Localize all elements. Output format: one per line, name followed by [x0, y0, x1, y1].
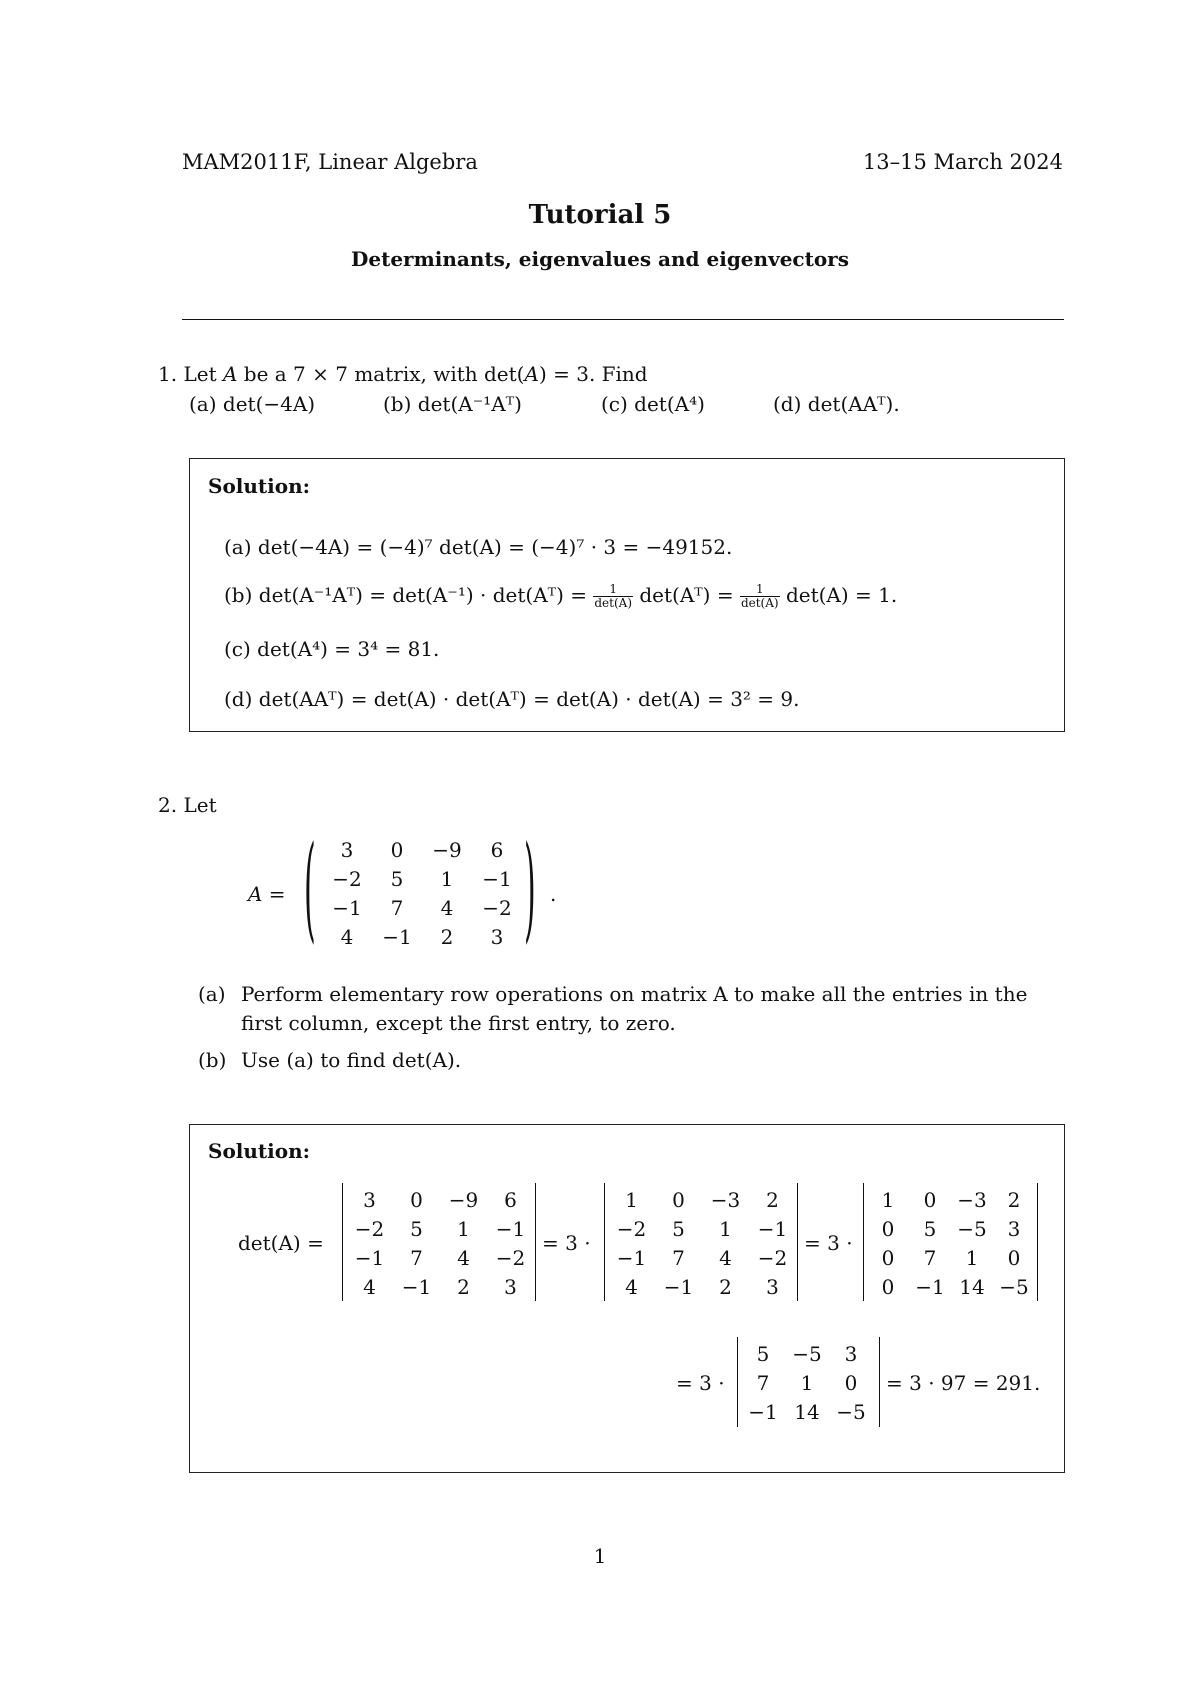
matrix-lhs: A = [248, 882, 286, 906]
matrix-entry: −2 [482, 895, 512, 920]
matrix-entry: 3 [1007, 1216, 1021, 1241]
matrix-row [346, 1243, 534, 1272]
matrix-row [608, 1214, 796, 1243]
matrix-entry: 1 [625, 1187, 638, 1212]
matrix-entry: −1 [663, 1274, 694, 1299]
equals-3-dot: = 3 · [804, 1231, 853, 1255]
matrix-entry: 5 [923, 1216, 937, 1241]
matrix-entry: 4 [457, 1245, 470, 1270]
matrix-entry: 4 [625, 1274, 638, 1299]
matrix-row [322, 893, 522, 922]
matrix-entry: −5 [957, 1216, 987, 1241]
matrix-entry: −1 [382, 924, 412, 949]
matrix-entry: −1 [482, 866, 512, 891]
page-number: 1 [593, 1544, 607, 1568]
matrix-row [867, 1214, 1035, 1243]
equals-3-dot: = 3 · [676, 1371, 725, 1395]
left-paren: ( [304, 824, 316, 958]
det-bar-left [604, 1183, 605, 1301]
det-matrix-2 [608, 1185, 796, 1301]
det-bar-right [879, 1337, 880, 1427]
matrix-entry: −1 [495, 1216, 526, 1241]
solution-heading: Solution: [208, 1139, 311, 1163]
matrix-row [322, 864, 522, 893]
det-bar-left [342, 1183, 343, 1301]
matrix-entry: 1 [719, 1216, 732, 1241]
matrix-row [322, 922, 522, 951]
matrix-table [741, 1339, 873, 1426]
matrix-entry: 0 [672, 1187, 685, 1212]
solution-1-line-d: (d) det(AAᵀ) = det(A) · det(Aᵀ) = det(A) · det(A) = 3² = 9. [224, 687, 800, 711]
matrix-row [867, 1185, 1035, 1214]
matrix-row [608, 1243, 796, 1272]
matrix-entry: 7 [390, 895, 404, 920]
matrix-entry: 1 [965, 1245, 979, 1270]
matrix-A [322, 835, 522, 951]
matrix-entry: 0 [881, 1245, 895, 1270]
q2-part-b: Use (a) to find det(A). [241, 1048, 462, 1072]
q1-part-d: (d) det(AAᵀ). [773, 392, 900, 416]
q2-part-a-line1: Perform elementary row operations on matrix A to make all the entries in the [241, 982, 1028, 1006]
question-number: 2. [158, 793, 178, 817]
matrix-entry: −2 [354, 1216, 385, 1241]
matrix-table [867, 1185, 1035, 1301]
matrix-row [741, 1397, 873, 1426]
matrix-entry: 0 [881, 1216, 895, 1241]
det-bar-right [797, 1183, 798, 1301]
matrix-entry: 6 [490, 837, 504, 862]
matrix-entry: 5 [672, 1216, 685, 1241]
right-paren: ) [524, 824, 536, 958]
solution-1-line-b: (b) det(A⁻¹Aᵀ) = det(A⁻¹) · det(Aᵀ) = $\frac{1}{\det(A)}$ det(Aᵀ) = $\frac{1}{\det(A)}$ det(A) = 1. [224, 582, 898, 611]
matrix-entry: 3 [363, 1187, 376, 1212]
matrix-table [608, 1185, 796, 1301]
matrix-entry: 0 [881, 1274, 895, 1299]
matrix-entry: −3 [710, 1187, 741, 1212]
matrix-entry: 0 [1007, 1245, 1021, 1270]
page-subtitle: Determinants, eigenvalues and eigenvectors [351, 247, 849, 271]
q1-part-a: (a) det(−4A) [189, 392, 316, 416]
q2-part-a-label: (a) [198, 982, 226, 1006]
solution-heading: Solution: [208, 474, 311, 498]
matrix-entry: 7 [672, 1245, 685, 1270]
course-title: MAM2011F, Linear Algebra [182, 150, 478, 174]
matrix-entry: −5 [999, 1274, 1029, 1299]
matrix-entry: 2 [457, 1274, 470, 1299]
matrix-row [346, 1214, 534, 1243]
matrix-entry: −1 [915, 1274, 945, 1299]
matrix-row [741, 1368, 873, 1397]
matrix-entry: 2 [719, 1274, 732, 1299]
matrix-entry: 14 [959, 1274, 985, 1299]
matrix-entry: 4 [440, 895, 454, 920]
fraction: $\frac{1}{\det(A)}$ [740, 582, 779, 611]
equals-3-dot: = 3 · [542, 1231, 591, 1255]
matrix-entry: −2 [495, 1245, 526, 1270]
matrix-entry: 6 [504, 1187, 517, 1212]
det-bar-right [535, 1183, 536, 1301]
matrix-entry: −3 [957, 1187, 987, 1212]
det-result: = 3 · 97 = 291. [886, 1371, 1041, 1395]
matrix-entry: 7 [410, 1245, 423, 1270]
matrix-entry: 3 [504, 1274, 517, 1299]
matrix-entry: 1 [440, 866, 454, 891]
matrix-entry: 0 [390, 837, 404, 862]
matrix-entry: 1 [881, 1187, 895, 1212]
solution-1-line-a: (a) det(−4A) = (−4)⁷ det(A) = (−4)⁷ · 3 = −49152. [224, 535, 733, 559]
det-matrix-4 [741, 1339, 873, 1426]
matrix-entry: −1 [332, 895, 362, 920]
matrix-entry: 4 [363, 1274, 376, 1299]
matrix-entry: 2 [766, 1187, 779, 1212]
matrix-entry: 4 [719, 1245, 732, 1270]
q1-part-b: (b) det(A⁻¹Aᵀ) [383, 392, 522, 416]
matrix-entry: 2 [1007, 1187, 1021, 1212]
matrix-entry: 0 [923, 1187, 937, 1212]
matrix-table [346, 1185, 534, 1301]
matrix-table [322, 835, 522, 951]
matrix-entry: 0 [844, 1370, 858, 1395]
matrix-entry: −2 [332, 866, 362, 891]
matrix-entry: 2 [440, 924, 454, 949]
matrix-row [346, 1272, 534, 1301]
fraction: $\frac{1}{\det(A)}$ [594, 582, 632, 611]
solution-2-box [189, 1124, 1065, 1473]
header-divider [182, 319, 1064, 320]
tutorial-date: 13–15 March 2024 [862, 150, 1063, 174]
page-title: Tutorial 5 [528, 200, 672, 230]
matrix-entry: 1 [800, 1370, 814, 1395]
question-number: 1. [158, 362, 178, 386]
det-bar-left [863, 1183, 864, 1301]
solution-1-line-c: (c) det(A⁴) = 3⁴ = 81. [224, 637, 440, 661]
matrix-entry: 5 [756, 1341, 770, 1366]
question-prompt: Let A be a 7 × 7 matrix, with det(A) = 3. Find [183, 362, 648, 386]
matrix-entry: 7 [756, 1370, 770, 1395]
matrix-entry: 3 [340, 837, 354, 862]
matrix-entry: −1 [748, 1399, 778, 1424]
matrix-entry: 14 [794, 1399, 820, 1424]
matrix-entry: 5 [410, 1216, 423, 1241]
q2-part-b-label: (b) [198, 1048, 227, 1072]
det-matrix-3 [867, 1185, 1035, 1301]
question-1 [158, 362, 648, 386]
question-2 [158, 793, 217, 817]
matrix-row [346, 1185, 534, 1214]
matrix-entry: −5 [836, 1399, 866, 1424]
matrix-entry: 3 [490, 924, 504, 949]
question-prompt: Let [183, 793, 217, 817]
matrix-entry: −1 [354, 1245, 385, 1270]
matrix-entry: 3 [844, 1341, 858, 1366]
det-lhs: det(A) = [238, 1231, 324, 1255]
matrix-entry: 4 [340, 924, 354, 949]
matrix-row [608, 1272, 796, 1301]
matrix-period: . [550, 882, 557, 906]
matrix-row [741, 1339, 873, 1368]
matrix-row [608, 1185, 796, 1214]
det-bar-left [737, 1337, 738, 1427]
matrix-entry: −1 [616, 1245, 647, 1270]
q1-part-c: (c) det(A⁴) [601, 392, 705, 416]
matrix-entry: 0 [410, 1187, 423, 1212]
matrix-entry: −1 [757, 1216, 788, 1241]
solution-1-box [189, 458, 1065, 732]
q2-part-a-line2: first column, except the first entry, to zero. [241, 1011, 676, 1035]
matrix-entry: 7 [923, 1245, 937, 1270]
matrix-entry: 5 [390, 866, 404, 891]
matrix-row [867, 1243, 1035, 1272]
matrix-entry: −2 [616, 1216, 647, 1241]
matrix-entry: −1 [401, 1274, 432, 1299]
matrix-entry: −9 [448, 1187, 479, 1212]
matrix-entry: 3 [766, 1274, 779, 1299]
matrix-row [322, 835, 522, 864]
det-matrix-1 [346, 1185, 534, 1301]
matrix-entry: 1 [457, 1216, 470, 1241]
matrix-entry: −5 [792, 1341, 822, 1366]
det-bar-right [1037, 1183, 1038, 1301]
matrix-entry: −9 [432, 837, 462, 862]
matrix-entry: −2 [757, 1245, 788, 1270]
matrix-row [867, 1272, 1035, 1301]
